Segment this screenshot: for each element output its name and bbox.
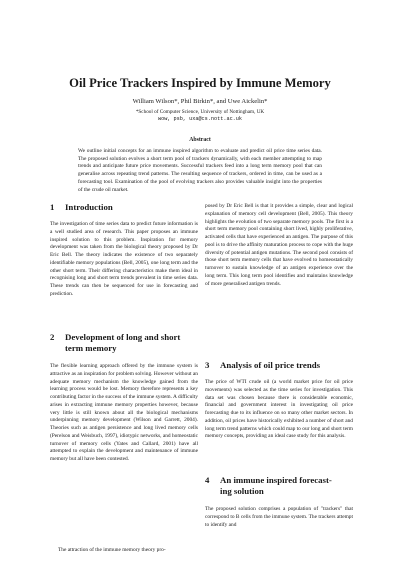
section-number: 3 [205,360,210,370]
abstract-text: We outline initial concepts for an immune inspired algorithm to evaluate and predict oil price time series data. The proposed solution evolves a short term pool of trackers dynamically, with each member attempting to map trends and anticipate future price movements. Successful trackers feed into a long term memory pool that can generalise across repeating trend patterns. The resulting sequence of trackers, ordered in time, can be used as a forecasting tool. Examination of the pool of evolving trackers also provides valuable insight into the properties of the crude oil market. [78,148,322,193]
section-heading-introduction [50,202,198,213]
section-heading-forecasting-solution [205,475,353,497]
section-title: An immune inspired forecast- [220,475,332,485]
section-title: Analysis of oil price trends [220,360,321,370]
author-emails: wow, psb, uxa@cs.nott.ac.uk [157,116,243,122]
author-affiliation: *School of Computer Science, University of Nottingham, UK [135,109,265,115]
section-title-continued: ing solution [220,486,264,496]
section-paragraph: The investigation of time series data to predict future information is a well studied area of research. This paper proposes an immune inspired solution to this problem. Inspiration for memory development was taken from the biological theory proposed by Dr Eric Bell. The theory indicates the existence of two separately identifiable memory populations (Bell, 2005), one long term and the other short term. Their differing characteristics make them ideal in recognising long and short term trends prevalent in time series data. These trends can then be sequenced for use in forecasting and prediction. [50,221,198,297]
section-title: Introduction [65,202,113,212]
section-title: Development of long and short [65,332,181,342]
paper-title: Oil Price Trackers Inspired by Immune Memory [69,76,331,90]
section-title-continued: term memory [65,343,117,353]
section-paragraph: The price of WTI crude oil (a world market price for oil price movements) was selected as the time series for investigation. This data set was chosen because there is considerable economic, financial and government interest in investigating oil price forecasting due to its influence on so many other market sectors. In addition, oil prices have historically exhibited a number of short and long term trend patterns which could map to our long and short term memory concepts, providing an ideal case study for this analysis. [205,379,353,440]
section-number: 2 [50,332,55,342]
section-heading-memory-development [50,332,198,354]
section-number: 1 [50,202,55,212]
section-paragraph: posed by Dr Eric Bell is that it provides a simple, clear and logical explanation of memory cell development (Bell, 2005). This theory highlights the evolution of two separate memory pools. The first is a short term memory pool containing short lived, highly proliferative, activated cells that have experienced an antigen. The purpose of this pool is to drive the affinity maturation process to cope with the huge diversity of potential antigen mutations. The second pool consists of those short term memory cells that have evolved to homeostatically turnover to sustain knowledge of an antigen experience over the long term. This long term pool identifies and maintains knowledge of more generalised antigen trends. [205,203,353,287]
section-paragraph: The proposed solution comprises a population of "trackers" that correspond to B cells from the immune system. The trackers attempt to identify and [205,506,353,528]
author-list: William Wilson*, Phil Birkin*, and Uwe Aickelin* [132,98,268,105]
section-heading-oil-price-trends [205,360,353,371]
section-paragraph: The flexible learning approach offered by the immune system is attractive as an inspiration for problem solving. However without an adequate memory mechanism the knowledge gained from the learning process would be lost. Memory therefore represents a key contributing factor in the success of the immune system. A difficulty arises in extracting immune memory properties however, because very little is still known about all the biological mechanisms underpinning memory development (Wilson and Garrett, 2004). Theories such as antigen persistence and long lived memory cells (Perelson and Weisbuch, 1997), idiotypic networks, and homeostatic turnover of memory cells (Yates and Callard, 2001) have all attempted to explain the development and maintenance of immune memory but all have been contested. [50,363,198,462]
abstract-heading: Abstract [189,137,211,143]
section-number: 4 [205,475,210,485]
section-paragraph: The attraction of the immune memory theory pro- [58,547,166,553]
